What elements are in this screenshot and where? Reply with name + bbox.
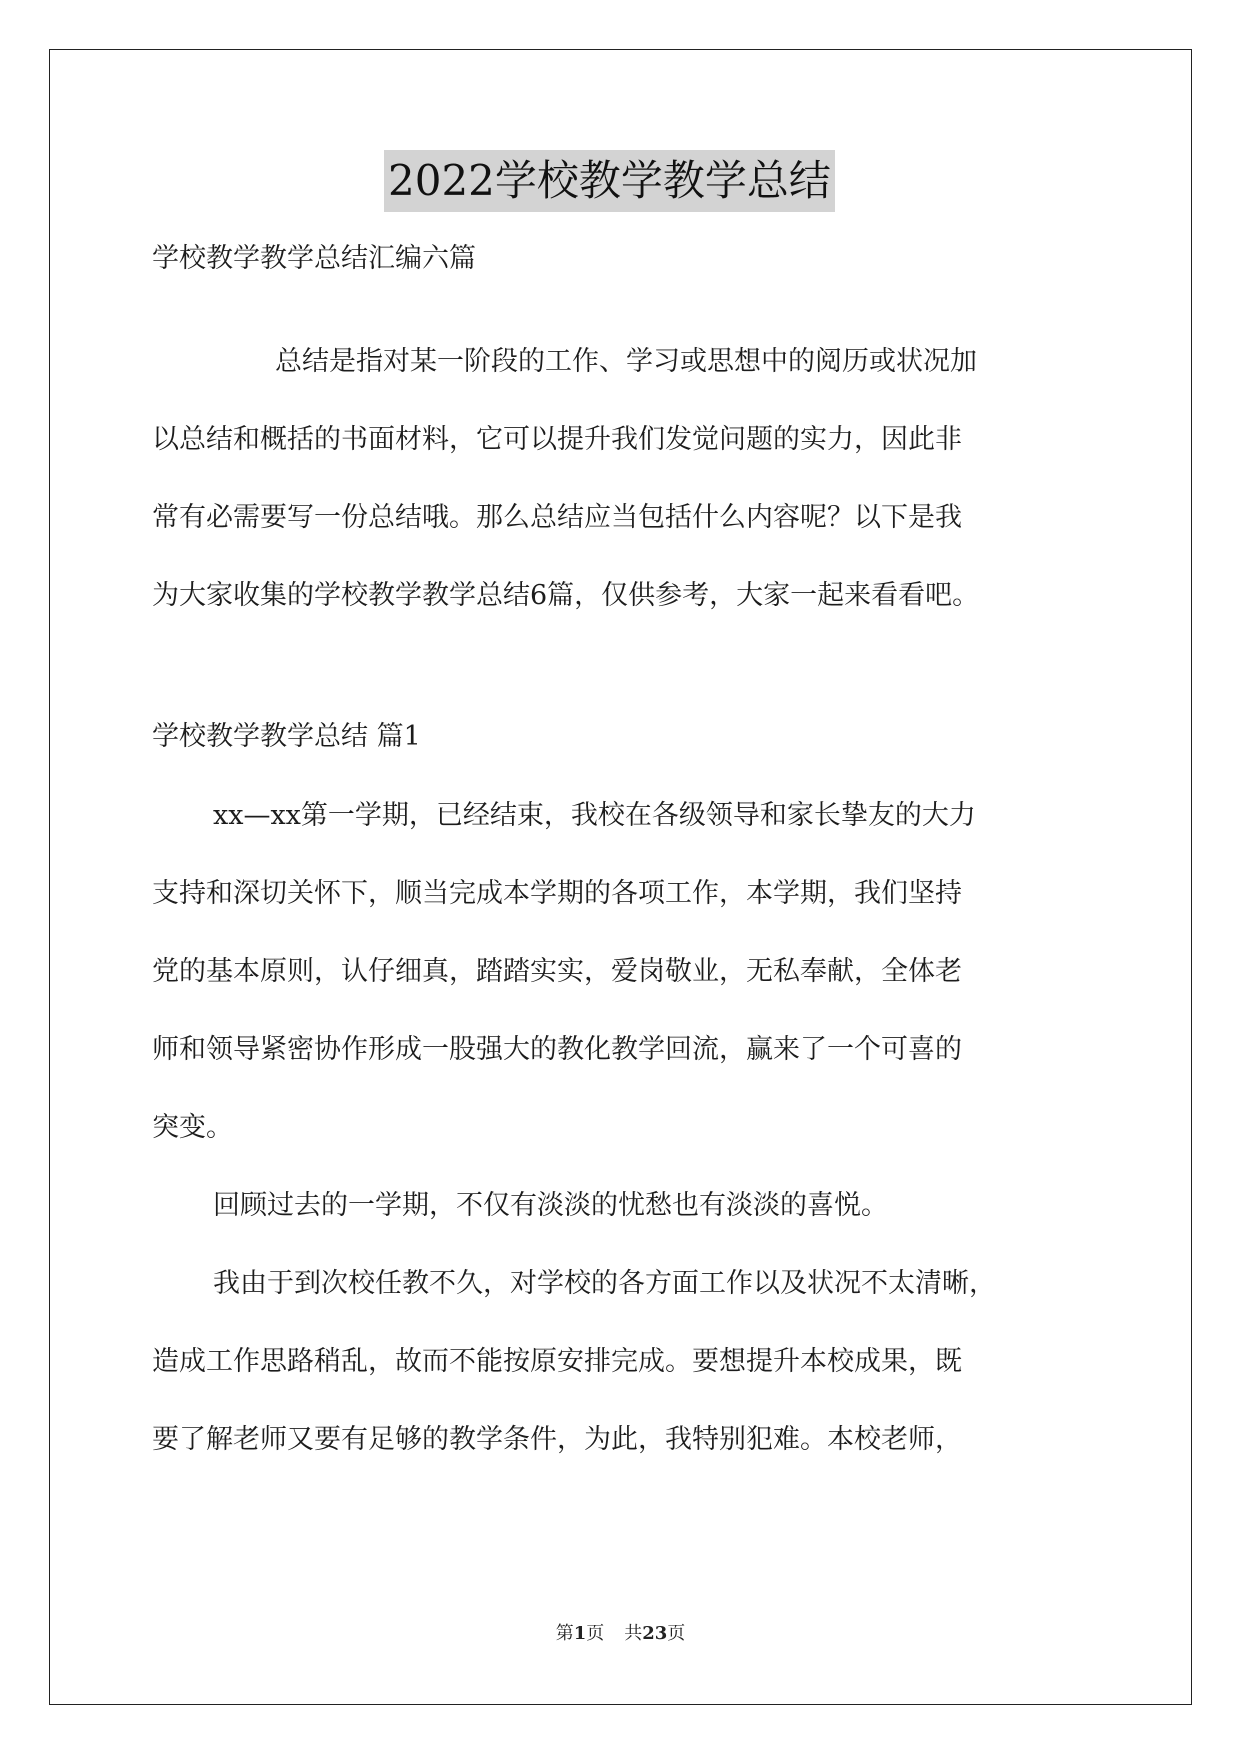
paragraph-1-line-4: 师和领导紧密协作形成一股强大的教化教学回流，赢来了一个可喜的 — [152, 1034, 962, 1065]
total-suffix: 页 — [667, 1623, 686, 1644]
intro-line-3: 常有必需要写一份总结哦。那么总结应当包括什么内容呢？以下是我 — [152, 502, 962, 533]
page-footer — [0, 1622, 1241, 1646]
intro-line-2: 以总结和概括的书面材料，它可以提升我们发觉问题的实力，因此非 — [152, 424, 962, 455]
page-suffix: 页 — [586, 1623, 605, 1644]
total-pages: 23 — [642, 1623, 668, 1644]
intro-line-1: 总结是指对某一阶段的工作、学习或思想中的阅历或状况加 — [275, 346, 977, 377]
intro-line-4: 为大家收集的学校教学教学总结6篇，仅供参考，大家一起来看看吧。 — [152, 580, 980, 611]
paragraph-1-line-3: 党的基本原则，认仔细真，踏踏实实，爱岗敬业，无私奉献，全体老 — [152, 956, 962, 987]
total-prefix: 共 — [624, 1623, 643, 1644]
paragraph-1-line-2: 支持和深切关怀下，顺当完成本学期的各项工作，本学期，我们坚持 — [152, 878, 962, 909]
paragraph-2-line-1: 回顾过去的一学期，不仅有淡淡的忧愁也有淡淡的喜悦。 — [213, 1190, 888, 1221]
page-number: 1 — [573, 1623, 587, 1644]
paragraph-1-line-1: xx—xx第一学期，已经结束，我校在各级领导和家长挚友的大力 — [213, 800, 976, 831]
document-subtitle: 学校教学教学总结汇编六篇 — [152, 243, 476, 274]
document-title: 2022学校教学教学总结 — [384, 150, 835, 212]
paragraph-3-line-3: 要了解老师又要有足够的教学条件，为此，我特别犯难。本校老师， — [152, 1424, 962, 1455]
paragraph-3-line-2: 造成工作思路稍乱，故而不能按原安排完成。要想提升本校成果，既 — [152, 1346, 962, 1377]
paragraph-3-line-1: 我由于到次校任教不久，对学校的各方面工作以及状况不太清晰， — [213, 1268, 996, 1299]
paragraph-1-line-5: 突变。 — [152, 1112, 233, 1143]
page-prefix: 第 — [555, 1623, 574, 1644]
section-heading: 学校教学教学总结 篇1 — [152, 721, 421, 752]
